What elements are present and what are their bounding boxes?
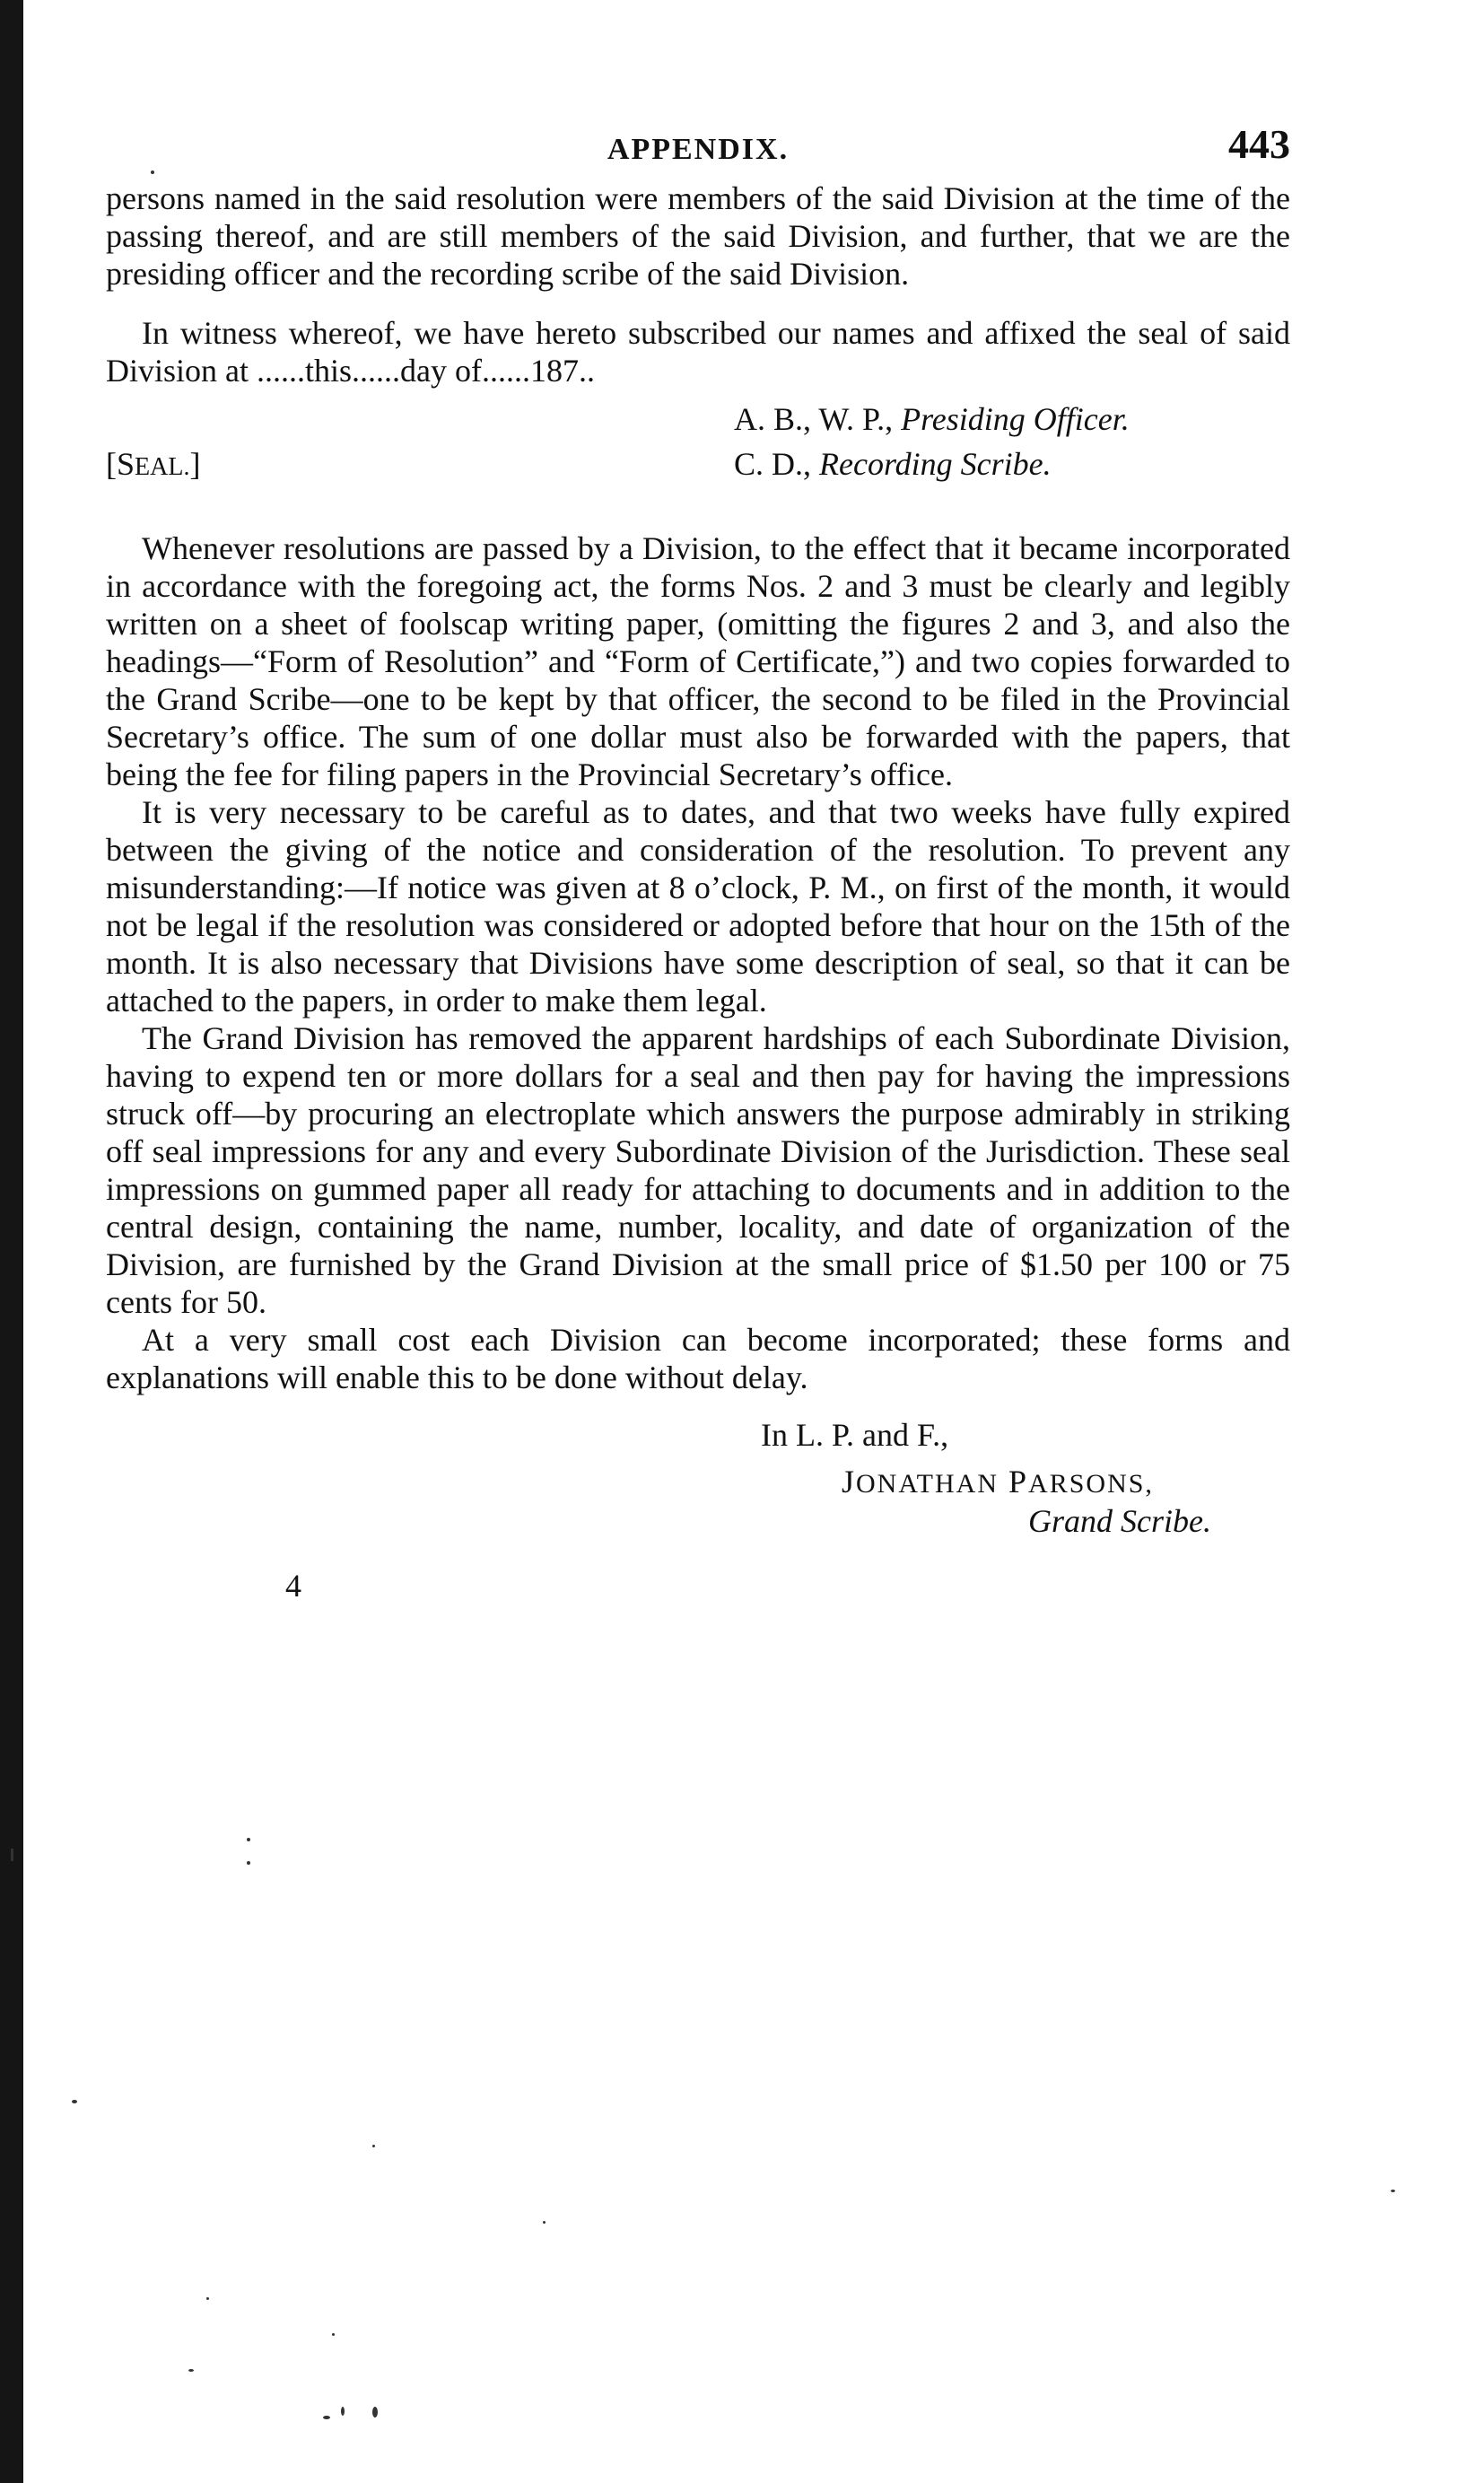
scan-speck [543, 2221, 546, 2224]
scan-speck [188, 2369, 194, 2372]
name-rest-first: ONATHAN [856, 1469, 1000, 1499]
scan-speck [372, 2145, 375, 2147]
presiding-officer-title: Presiding Officer. [901, 401, 1130, 437]
seal-rest: EAL. [135, 453, 190, 481]
signature-mark: 4 [285, 1568, 301, 1604]
paragraph-resolutions: Whenever resolutions are passed by a Division, to the effect that it became incorporated in accordance with the foregoing act, the forms Nos. 2 and 3 must be clearly and legibly written on a sheet of foolscap writing paper, (omitting the figures 2 and 3, and also the headings—“Form of Resolution” and “Form of Certificate,”) and two copies forwarded to the Grand Scribe—one to be kept by that officer, the second to be filed in the Provincial Secretary’s office. The sum of one dollar must also be forwarded with the papers, that being the fee for filing papers in the Provincial Secretary’s office. [106, 530, 1290, 792]
scan-speck [247, 1838, 250, 1841]
closing-block [106, 1396, 1290, 1604]
scan-speck [332, 2333, 335, 2336]
scan-speck [372, 2407, 378, 2417]
seal-open: [S [106, 446, 135, 482]
scan-speck [151, 170, 154, 174]
paragraph-dates: It is very necessary to be careful as to dates, and that two weeks have fully expired between the giving of the notice and consideration of the resolution. To prevent any misunderstanding:—If notice was given at 8 o’clock, P. M., on first of the month, it would not be legal if the resolution was considered or adopted before that hour on the 15th of the month. It is also necessary that Divisions have some description of seal, so that it can be attached to the papers, in order to make them legal. [106, 794, 1290, 1019]
paragraph-certificate-continuation: persons named in the said resolution were members of the said Division at the time of the passing thereof, and are still members of the said Division, and further, that we are the presiding officer and the recording scribe of the said Division. [106, 180, 1290, 292]
binding-edge [0, 0, 23, 2483]
scan-speck [247, 1861, 250, 1865]
seal-label [106, 443, 200, 488]
text-block [106, 179, 1290, 389]
closing-salutation: In L. P. and F., [761, 1417, 949, 1453]
presiding-officer-line [734, 398, 1130, 440]
running-head [106, 108, 1290, 179]
scan-speck [206, 2297, 209, 2300]
grand-scribe-title: Grand Scribe. [1028, 1503, 1211, 1539]
grand-scribe-name [842, 1461, 1154, 1505]
recording-scribe-line [734, 443, 1052, 485]
name-rest-last: ARSONS, [1028, 1469, 1154, 1499]
paragraph-seal-impressions: The Grand Division has removed the apparent hardships of each Subordinate Division, having to expend ten or more dollars for a seal and then pay for having the impressions struck off—by procuring an electroplate which answers the purpose admirably in striking off seal impressions for any and every Subordinate Division of the Jurisdiction. These seal impressions on gummed paper all ready for attaching to documents and in addition to the central design, containing the name, number, locality, and date of organization of the Division, are furnished by the Grand Division at the small price of $1.50 per 100 or 75 cents for 50. [106, 1020, 1290, 1320]
scan-speck [323, 2416, 330, 2419]
name-initial-p: P [1008, 1464, 1029, 1499]
page [106, 108, 1290, 1604]
recording-scribe-prefix: C. D., [734, 446, 820, 482]
page-number: 443 [1228, 121, 1290, 167]
signature-block [106, 398, 1290, 488]
paragraph-witness: In witness whereof, we have hereto subscribed our names and affixed the seal of said Division at ......this......day of......187.. [106, 315, 1290, 389]
scan-speck [11, 1849, 13, 1861]
name-initial-j: J [842, 1464, 857, 1499]
seal-close: ] [189, 446, 201, 482]
paragraph-small-cost: At a very small cost each Division can become incorporated; these forms and explanations will enable this to be done without delay. [106, 1322, 1290, 1395]
scan-speck [72, 2100, 77, 2103]
scan-speck [1391, 2190, 1395, 2192]
presiding-officer-prefix: A. B., W. P., [734, 401, 902, 437]
scan-speck [341, 2407, 345, 2416]
recording-scribe-title: Recording Scribe. [819, 446, 1052, 482]
text-block-instructions [106, 529, 1290, 1396]
running-title: APPENDIX. [607, 133, 790, 166]
